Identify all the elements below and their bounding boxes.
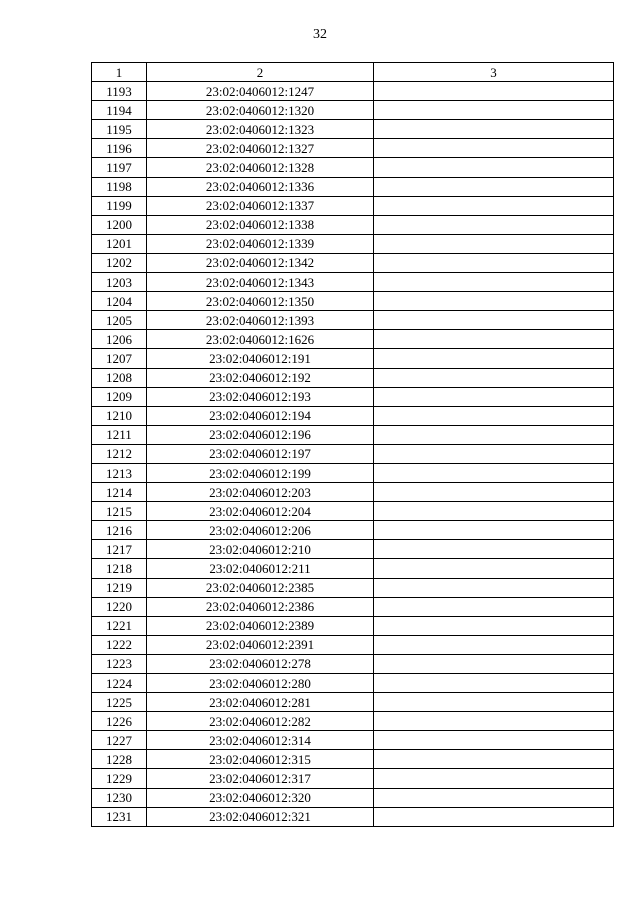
header-col-2: 2 [147,63,374,82]
table-row [92,101,614,120]
cadastral-number-cell: 23:02:0406012:206 [147,521,374,540]
table-row [92,387,614,406]
table-row [92,292,614,311]
notes-cell [374,311,614,330]
table-row [92,635,614,654]
cadastral-number-cell: 23:02:0406012:281 [147,693,374,712]
notes-cell [374,674,614,693]
row-number-cell: 1202 [92,253,147,272]
table-row [92,693,614,712]
cadastral-number-cell: 23:02:0406012:197 [147,444,374,463]
cadastral-table [91,62,614,827]
row-number-cell: 1210 [92,406,147,425]
table-row [92,578,614,597]
table-row [92,807,614,826]
table-row [92,502,614,521]
cadastral-number-cell: 23:02:0406012:1327 [147,139,374,158]
notes-cell [374,578,614,597]
table-row [92,311,614,330]
row-number-cell: 1214 [92,483,147,502]
cadastral-number-cell: 23:02:0406012:196 [147,425,374,444]
cadastral-number-cell: 23:02:0406012:1342 [147,253,374,272]
row-number-cell: 1224 [92,674,147,693]
cadastral-number-cell: 23:02:0406012:317 [147,769,374,788]
row-number-cell: 1211 [92,425,147,444]
row-number-cell: 1204 [92,292,147,311]
table-row [92,712,614,731]
row-number-cell: 1227 [92,731,147,750]
cadastral-number-cell: 23:02:0406012:314 [147,731,374,750]
table-row [92,654,614,673]
table-row [92,521,614,540]
notes-cell [374,82,614,101]
row-number-cell: 1221 [92,616,147,635]
row-number-cell: 1228 [92,750,147,769]
notes-cell [374,158,614,177]
notes-cell [374,292,614,311]
table-row [92,788,614,807]
row-number-cell: 1219 [92,578,147,597]
cadastral-number-cell: 23:02:0406012:191 [147,349,374,368]
notes-cell [374,215,614,234]
cadastral-number-cell: 23:02:0406012:192 [147,368,374,387]
table-row [92,196,614,215]
row-number-cell: 1201 [92,234,147,253]
cadastral-number-cell: 23:02:0406012:2391 [147,635,374,654]
cadastral-number-cell: 23:02:0406012:204 [147,502,374,521]
table-row [92,349,614,368]
notes-cell [374,731,614,750]
table-row [92,674,614,693]
notes-cell [374,712,614,731]
table-row [92,731,614,750]
table-row [92,616,614,635]
notes-cell [374,139,614,158]
table-row [92,215,614,234]
notes-cell [374,425,614,444]
cadastral-number-cell: 23:02:0406012:1393 [147,311,374,330]
notes-cell [374,387,614,406]
cadastral-number-cell: 23:02:0406012:321 [147,807,374,826]
table-row [92,368,614,387]
table-row [92,120,614,139]
cadastral-number-cell: 23:02:0406012:1350 [147,292,374,311]
row-number-cell: 1194 [92,101,147,120]
cadastral-number-cell: 23:02:0406012:199 [147,463,374,482]
header-col-1: 1 [92,63,147,82]
notes-cell [374,273,614,292]
notes-cell [374,196,614,215]
cadastral-number-cell: 23:02:0406012:203 [147,483,374,502]
row-number-cell: 1196 [92,139,147,158]
cadastral-number-cell: 23:02:0406012:211 [147,559,374,578]
row-number-cell: 1222 [92,635,147,654]
cadastral-number-cell: 23:02:0406012:1343 [147,273,374,292]
page-number: 32 [313,27,327,42]
row-number-cell: 1195 [92,120,147,139]
row-number-cell: 1200 [92,215,147,234]
notes-cell [374,101,614,120]
cadastral-number-cell: 23:02:0406012:1323 [147,120,374,139]
cadastral-number-cell: 23:02:0406012:1328 [147,158,374,177]
row-number-cell: 1225 [92,693,147,712]
row-number-cell: 1208 [92,368,147,387]
table-header [92,63,614,82]
table-row [92,750,614,769]
row-number-cell: 1198 [92,177,147,196]
notes-cell [374,559,614,578]
notes-cell [374,177,614,196]
table-row [92,158,614,177]
cadastral-number-cell: 23:02:0406012:2386 [147,597,374,616]
row-number-cell: 1223 [92,654,147,673]
notes-cell [374,330,614,349]
notes-cell [374,769,614,788]
row-number-cell: 1199 [92,196,147,215]
row-number-cell: 1216 [92,521,147,540]
table-row [92,483,614,502]
cadastral-number-cell: 23:02:0406012:315 [147,750,374,769]
table-row [92,425,614,444]
row-number-cell: 1217 [92,540,147,559]
notes-cell [374,540,614,559]
notes-cell [374,463,614,482]
table-row [92,253,614,272]
cadastral-number-cell: 23:02:0406012:1247 [147,82,374,101]
notes-cell [374,597,614,616]
notes-cell [374,635,614,654]
cadastral-number-cell: 23:02:0406012:1320 [147,101,374,120]
notes-cell [374,483,614,502]
notes-cell [374,234,614,253]
table-row [92,463,614,482]
row-number-cell: 1213 [92,463,147,482]
cadastral-number-cell: 23:02:0406012:278 [147,654,374,673]
notes-cell [374,616,614,635]
row-number-cell: 1231 [92,807,147,826]
cadastral-number-cell: 23:02:0406012:193 [147,387,374,406]
notes-cell [374,120,614,139]
row-number-cell: 1212 [92,444,147,463]
notes-cell [374,368,614,387]
notes-cell [374,349,614,368]
table-row [92,406,614,425]
cadastral-number-cell: 23:02:0406012:1337 [147,196,374,215]
table-row [92,177,614,196]
cadastral-number-cell: 23:02:0406012:2385 [147,578,374,597]
row-number-cell: 1229 [92,769,147,788]
row-number-cell: 1206 [92,330,147,349]
row-number-cell: 1215 [92,502,147,521]
notes-cell [374,693,614,712]
notes-cell [374,807,614,826]
notes-cell [374,406,614,425]
notes-cell [374,253,614,272]
cadastral-number-cell: 23:02:0406012:194 [147,406,374,425]
row-number-cell: 1226 [92,712,147,731]
table-row [92,444,614,463]
row-number-cell: 1220 [92,597,147,616]
table-row [92,273,614,292]
table-row [92,769,614,788]
row-number-cell: 1205 [92,311,147,330]
row-number-cell: 1218 [92,559,147,578]
row-number-cell: 1209 [92,387,147,406]
cadastral-number-cell: 23:02:0406012:1626 [147,330,374,349]
table-row [92,139,614,158]
table-row [92,82,614,101]
notes-cell [374,502,614,521]
notes-cell [374,788,614,807]
notes-cell [374,444,614,463]
row-number-cell: 1230 [92,788,147,807]
cadastral-number-cell: 23:02:0406012:282 [147,712,374,731]
notes-cell [374,654,614,673]
cadastral-number-cell: 23:02:0406012:320 [147,788,374,807]
table-body [92,82,614,827]
notes-cell [374,750,614,769]
table-row [92,234,614,253]
cadastral-number-cell: 23:02:0406012:2389 [147,616,374,635]
cadastral-number-cell: 23:02:0406012:1339 [147,234,374,253]
row-number-cell: 1197 [92,158,147,177]
cadastral-number-cell: 23:02:0406012:280 [147,674,374,693]
header-col-3: 3 [374,63,614,82]
cadastral-number-cell: 23:02:0406012:210 [147,540,374,559]
cadastral-number-cell: 23:02:0406012:1336 [147,177,374,196]
row-number-cell: 1193 [92,82,147,101]
table-row [92,559,614,578]
notes-cell [374,521,614,540]
table-row [92,597,614,616]
table-row [92,540,614,559]
row-number-cell: 1207 [92,349,147,368]
table-row [92,330,614,349]
cadastral-number-cell: 23:02:0406012:1338 [147,215,374,234]
header-row [92,63,614,82]
row-number-cell: 1203 [92,273,147,292]
